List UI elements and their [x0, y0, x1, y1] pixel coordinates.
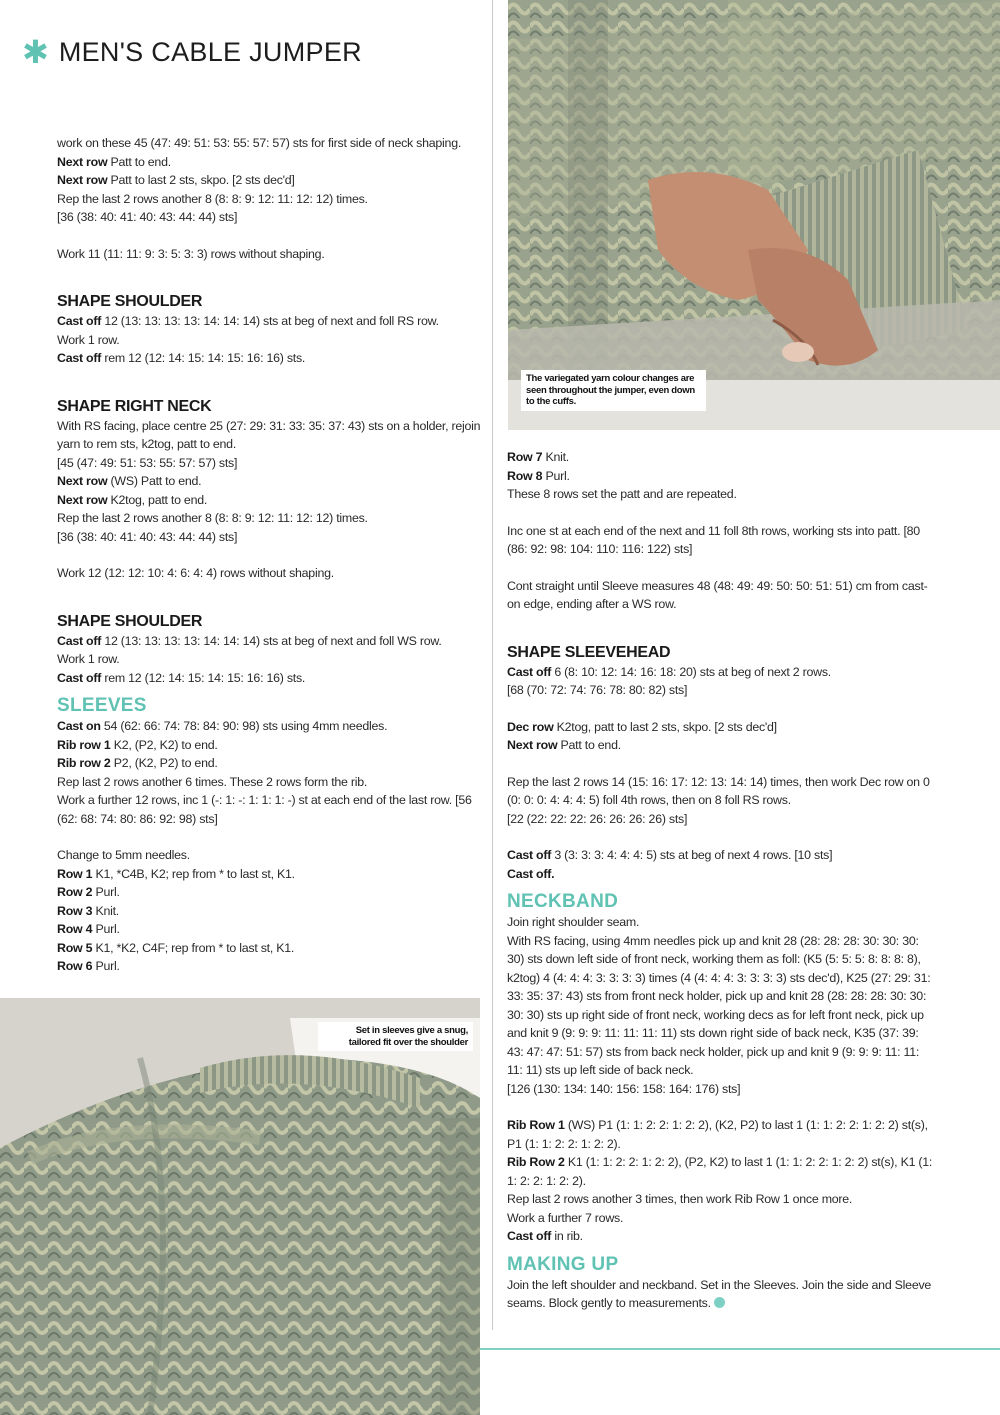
text-line: Rep last 2 rows another 3 times, then work Rib Row 1 once more.: [507, 1192, 853, 1206]
text-line: These 8 rows set the patt and are repeated.: [507, 487, 737, 501]
text-line: Rep the last 2 rows 14 (15: 16: 17: 12: 13: 14: 14) times, then work Dec row on 0 (0: 0: 0: 4: 4: 4: 5) foll 4th rows, then on 8 foll RS rows.: [507, 774, 930, 807]
photo-shoulder: [0, 998, 480, 1415]
text-line: Row 4 Purl.: [57, 922, 120, 936]
text-line: Row 2 Purl.: [57, 885, 120, 899]
section-title-neckband: NECKBAND: [507, 891, 619, 912]
asterisk-icon: ✱: [22, 34, 49, 70]
section-title-sleeves: SLEEVES: [57, 695, 147, 716]
text-line: Next row (WS) Patt to end.: [57, 474, 202, 488]
text-line: Cast off 3 (3: 3: 3: 4: 4: 4: 5) sts at beg of next 4 rows. [10 sts]: [507, 848, 833, 862]
text-line: Change to 5mm needles.: [57, 848, 190, 862]
end-dot-icon: [714, 1297, 725, 1308]
text-line: Cast off in rib.: [507, 1229, 583, 1243]
text-line: Join right shoulder seam.: [507, 915, 640, 929]
text-line: Cast off 12 (13: 13: 13: 13: 14: 14: 14) sts at beg of next and foll RS row.: [57, 314, 439, 328]
text-line: Cast off 12 (13: 13: 13: 13: 14: 14: 14) sts at beg of next and foll WS row.: [57, 633, 442, 648]
text-line: Work 1 row.: [57, 652, 120, 666]
text-line: Rib Row 1 (WS) P1 (1: 1: 2: 2: 1: 2: 2), (K2, P2) to last 1 (1: 1: 2: 2: 1: 2: 2) st(s), P1 (1: 1: 2: 2: 1: 2: 2).: [507, 1118, 928, 1151]
text-line: With RS facing, using 4mm needles pick up and knit 28 (28: 28: 28: 30: 30: 30: 30) sts down left side of front neck, working them as foll: (K5 (5: 5: 5: 8: 8: 8: 8), k2tog) 4 (4: 4: 4: 3: 3: 3: 3) times (4 (4: 4: 4: 3: 3: 3: 3) sts dec'd), K25 (27: 29: 31: 33: 35: 37: 43) sts from front neck holder, pick up and knit 28 (28: 28: 28: 30: 30: 30: 30) sts up right side of front neck, working decs as for left front neck, pick up and knit 9 (9: 9: 9: 11: 11: 11: 11) sts down right side of back neck, K35 (37: 39: 43: 47: 47: 51: 57) sts from back neck holder, pick up and knit 9 (9: 9: 9: 11: 11: 11: 11) sts up left side of back neck.: [507, 933, 931, 1077]
column-divider: [492, 0, 493, 1330]
text-line: work on these 45 (47: 49: 51: 53: 55: 57: 57) sts for first side of neck shaping.: [57, 136, 462, 150]
text-line: [22 (22: 22: 22: 26: 26: 26: 26) sts]: [507, 811, 688, 826]
text-line: Rib row 2 P2, (K2, P2) to end.: [57, 756, 218, 770]
text-line: Rep last 2 rows another 6 times. These 2 rows form the rib.: [57, 774, 368, 789]
section-title-making-up: MAKING UP: [507, 1253, 619, 1275]
text-line: Cast on 54 (62: 66: 74: 78: 84: 90: 98) sts using 4mm needles.: [57, 719, 388, 733]
text-line: Rib Row 2 K1 (1: 1: 2: 2: 1: 2: 2), (P2, K2) to last 1 (1: 1: 2: 2: 1: 2: 2) st(s), K1 (1: 1: 2: 2: 1: 2: 2).: [507, 1155, 933, 1188]
text-line: Work a further 7 rows.: [507, 1210, 624, 1225]
text-line: [68 (70: 72: 74: 76: 78: 80: 82) sts]: [507, 683, 688, 697]
text-line: Row 8 Purl.: [507, 468, 570, 483]
pattern-column-left: [57, 134, 482, 976]
text-line: Rep the last 2 rows another 8 (8: 8: 9: 12: 11: 12: 12) times.: [57, 191, 368, 206]
section-heading: SHAPE RIGHT NECK: [57, 397, 212, 415]
text-line: Next row K2tog, patt to end.: [57, 492, 208, 507]
text-line: With RS facing, place centre 25 (27: 29: 31: 33: 35: 37: 43) sts on a holder, rejoin yarn to rem sts, k2tog, patt to end.: [57, 418, 481, 451]
section-heading: SHAPE SHOULDER: [57, 293, 203, 310]
text-line: Cast off rem 12 (12: 14: 15: 14: 15: 16: 16) sts.: [57, 351, 306, 365]
text-line: Work a further 12 rows, inc 1 (-: 1: -: 1: 1: 1: -) st at each end of the last row. [56 (62: 68: 74: 80: 86: 92: 98) sts]: [57, 793, 472, 826]
text-line: Cast off 6 (8: 10: 12: 14: 16: 18: 20) sts at beg of next 2 rows.: [507, 664, 831, 679]
text-line: Cast off.: [507, 866, 555, 881]
text-line: Work 12 (12: 12: 10: 4: 6: 4: 4) rows without shaping.: [57, 566, 334, 580]
page-header: [22, 36, 362, 68]
text-line: Next row Patt to last 2 sts, skpo. [2 sts dec'd]: [57, 173, 295, 187]
section-heading: SHAPE SLEEVEHEAD: [507, 643, 671, 661]
text-line: Next row Patt to end.: [57, 154, 171, 169]
pattern-column-right: [507, 448, 937, 1313]
text-line: [36 (38: 40: 41: 40: 43: 44: 44) sts]: [57, 210, 238, 224]
text-line: Dec row K2tog, patt to last 2 sts, skpo. [2 sts dec'd]: [507, 719, 777, 734]
footer-rule: [480, 1348, 1000, 1350]
text-line: Row 1 K1, *C4B, K2; rep from * to last st, K1.: [57, 866, 295, 881]
text-line: [45 (47: 49: 51: 53: 55: 57: 57) sts]: [57, 455, 238, 470]
text-line: Rib row 1 K2, (P2, K2) to end.: [57, 737, 218, 752]
text-line: [36 (38: 40: 41: 40: 43: 44: 44) sts]: [57, 529, 238, 544]
text-line: Row 5 K1, *K2, C4F; rep from * to last st, K1.: [57, 940, 295, 955]
text-line: Row 7 Knit.: [507, 450, 569, 464]
text-line: Rep the last 2 rows another 8 (8: 8: 9: 12: 11: 12: 12) times.: [57, 511, 368, 525]
photo-caption-top: The variegated yarn colour changes are seen throughout the jumper, even down to the cuffs.: [521, 370, 706, 411]
text-line: Row 6 Purl.: [57, 959, 120, 973]
text-line: Inc one st at each end of the next and 11 foll 8th rows, working sts into patt. [80 (86: 92: 98: 104: 110: 116: 122) sts]: [507, 523, 920, 556]
photo-caption-bottom: Set in sleeves give a snug, tailored fit over the shoulder: [318, 1022, 473, 1051]
text-line: Cast off rem 12 (12: 14: 15: 14: 15: 16: 16) sts.: [57, 670, 306, 685]
text-line: Work 1 row.: [57, 332, 120, 347]
text-line: Join the left shoulder and neckband. Set in the Sleeves. Join the side and Sleeve seams. Block gently to measurements.: [507, 1277, 932, 1310]
photo-sleeve-cuff: [508, 0, 1000, 430]
text-line: Next row Patt to end.: [507, 738, 621, 752]
text-line: Cont straight until Sleeve measures 48 (48: 49: 49: 50: 50: 51: 51) cm from cast-on edge, ending after a WS row.: [507, 578, 928, 611]
text-line: Row 3 Knit.: [57, 903, 119, 918]
page-title: MEN'S CABLE JUMPER: [58, 36, 362, 67]
section-heading: SHAPE SHOULDER: [57, 612, 203, 630]
text-line: [126 (130: 134: 140: 156: 158: 164: 176) sts]: [507, 1081, 741, 1096]
text-line: Work 11 (11: 11: 9: 3: 5: 3: 3) rows without shaping.: [57, 246, 325, 261]
